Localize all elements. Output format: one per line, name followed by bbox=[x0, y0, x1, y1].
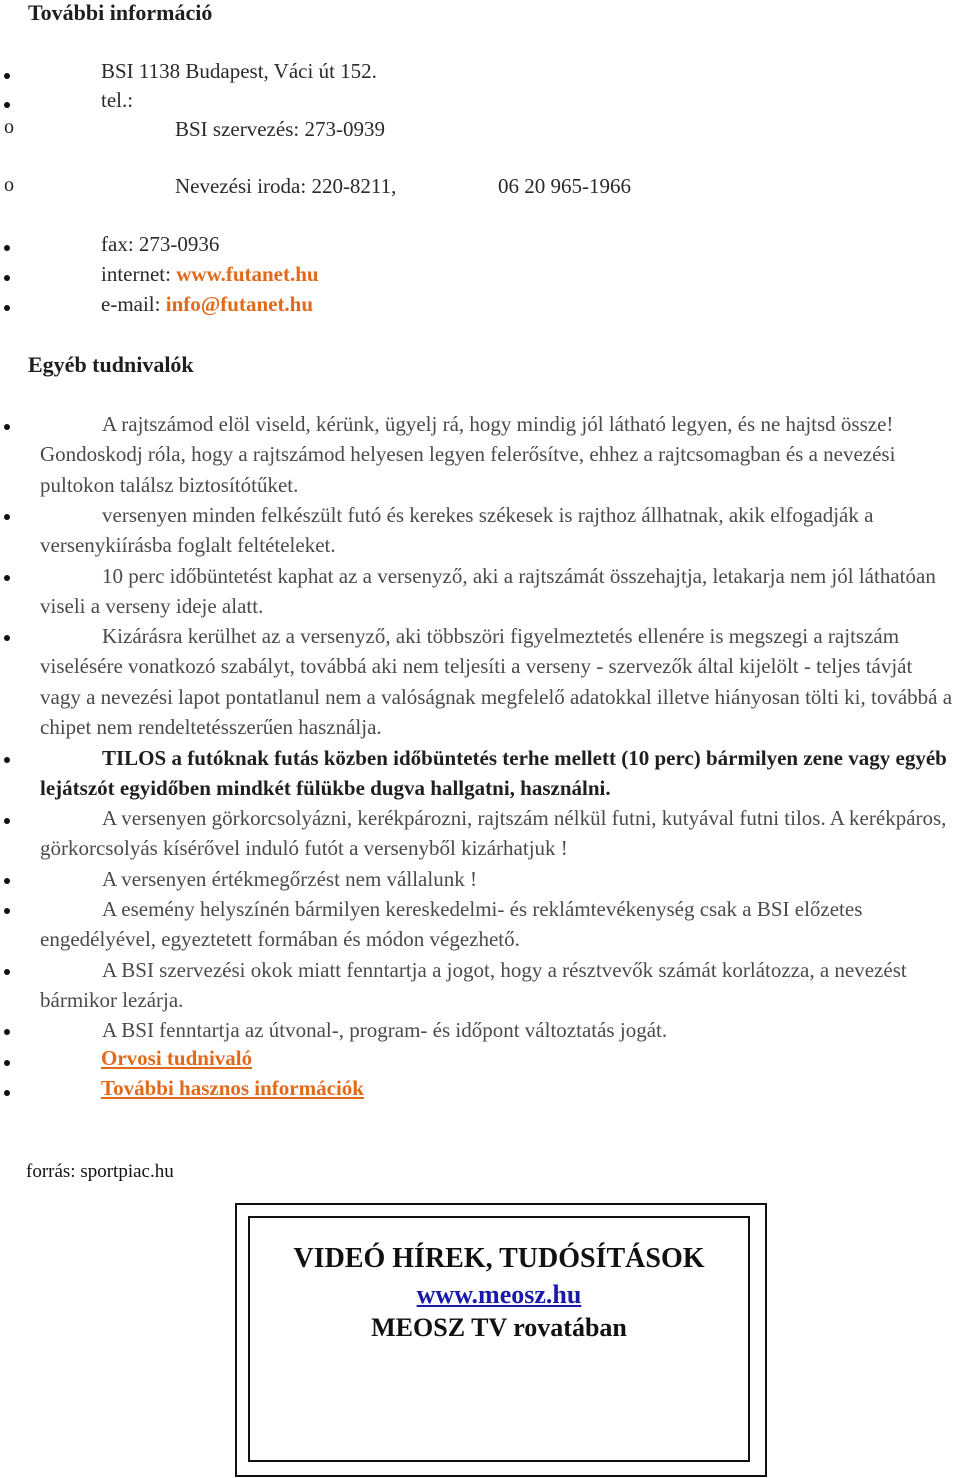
rule-item: A versenyen értékmegőrzést nem vállalunk ! bbox=[102, 867, 477, 891]
bullet-icon bbox=[4, 575, 10, 581]
tel-label: tel.: bbox=[101, 88, 134, 112]
bullet-icon bbox=[4, 305, 10, 311]
box-link-wrap bbox=[248, 1280, 750, 1310]
fax-text: fax: 273-0936 bbox=[101, 232, 220, 256]
rule-item: A BSI fenntartja az útvonal-, program- és időpont változtatás jogát. bbox=[102, 1018, 668, 1042]
tel-office: Nevezési iroda: 220-8211, bbox=[175, 174, 397, 198]
meosz-link[interactable]: www.meosz.hu bbox=[416, 1280, 582, 1309]
rule-item: A esemény helyszínén bármilyen kereskedelmi- és reklámtevékenység csak a BSI előzetes engedélyével, egyeztetett formában és módon végezhető. bbox=[40, 897, 863, 952]
box-title: VIDEÓ HÍREK, TUDÓSÍTÁSOK bbox=[293, 1243, 705, 1274]
bullet-icon bbox=[4, 757, 10, 763]
bullet-icon bbox=[4, 514, 10, 520]
bullet-icon bbox=[4, 245, 10, 251]
rule-item-bold: TILOS a futóknak futás közben időbüntetés terhe mellett (10 perc) bármilyen zene vagy egyéb lejátszót egyidőben mindkét fülükbe dugva hallgatni, használni. bbox=[40, 746, 947, 801]
medical-info-link[interactable]: Orvosi tudnivaló bbox=[101, 1046, 253, 1070]
circle-bullet-icon: o bbox=[4, 116, 14, 138]
bullet-icon bbox=[4, 908, 10, 914]
rule-item: A versenyen görkorcsolyázni, kerékpározni, rajtszám nélkül futni, kutyával futni tilos. A kerékpáros, görkorcsolyás kísérővel induló futót a versenyből kizárhatjuk ! bbox=[40, 806, 947, 861]
rule-item: Kizárásra kerülhet az a versenyző, aki többszöri figyelmeztetés ellenére is megszegi a rajtszám viselésére vonatkozó szabályt, továbbá aki nem teljesíti a verseny - szervezők által kijelölt - teljes távját vagy a nevezési lapot pontatlanul nem a valóságnak megfelelő adatokkal illetve hiányosan tölti ki, továbbá a chipet nem rendeltetésszerűen használja. bbox=[40, 624, 953, 739]
rule-item: 10 perc időbüntetést kaphat az a versenyző, aki a rajtszámát összehajtja, letakarja nem jól láthatóan viseli a verseny ideje alatt. bbox=[40, 564, 936, 619]
section-heading-other: Egyéb tudnivalók bbox=[28, 352, 194, 377]
bullet-icon bbox=[4, 1060, 10, 1066]
email-row bbox=[101, 292, 313, 317]
box-footer: MEOSZ TV rovatában bbox=[371, 1313, 627, 1342]
rule-item: A rajtszámod elöl viseld, kérünk, ügyelj rá, hogy mindig jól látható legyen, és ne hajtsd össze! Gondoskodj róla, hogy a rajtszámod helyesen legyen felerősítve, ehhez a rajtcsomagban és a nevezési pultokon találsz biztosítótűket. bbox=[40, 412, 896, 497]
internet-row bbox=[101, 262, 319, 287]
address-text: BSI 1138 Budapest, Váci út 152. bbox=[101, 59, 377, 83]
section-heading-more-info: További információ bbox=[28, 0, 213, 25]
bullet-icon bbox=[4, 275, 10, 281]
bullet-icon bbox=[4, 73, 10, 79]
bullet-icon bbox=[4, 1090, 10, 1096]
bullet-icon bbox=[4, 102, 10, 108]
tel-mobile: 06 20 965-1966 bbox=[498, 174, 631, 198]
bullet-icon bbox=[4, 635, 10, 641]
source-text: forrás: sportpiac.hu bbox=[26, 1161, 174, 1182]
bullet-icon bbox=[4, 1029, 10, 1035]
bullet-icon bbox=[4, 818, 10, 824]
more-info-link[interactable]: További hasznos információk bbox=[101, 1076, 364, 1100]
tel-org: BSI szervezés: 273-0939 bbox=[175, 117, 385, 141]
rule-item: A BSI szervezési okok miatt fenntartja a jogot, hogy a résztvevők számát korlátozza, a nevezést bármikor lezárja. bbox=[40, 958, 907, 1013]
bullet-icon bbox=[4, 878, 10, 884]
circle-bullet-icon: o bbox=[4, 174, 14, 196]
internet-link[interactable]: www.futanet.hu bbox=[176, 262, 319, 286]
bullet-icon bbox=[4, 424, 10, 430]
bullet-icon bbox=[4, 969, 10, 975]
internet-label: internet: bbox=[101, 262, 171, 286]
rule-item: versenyen minden felkészült futó és kerekes székesek is rajthoz állhatnak, akik elfogadják a versenykiírásba foglalt feltételeket. bbox=[40, 503, 874, 558]
email-label: e-mail: bbox=[101, 292, 161, 316]
email-link[interactable]: info@futanet.hu bbox=[165, 292, 314, 316]
